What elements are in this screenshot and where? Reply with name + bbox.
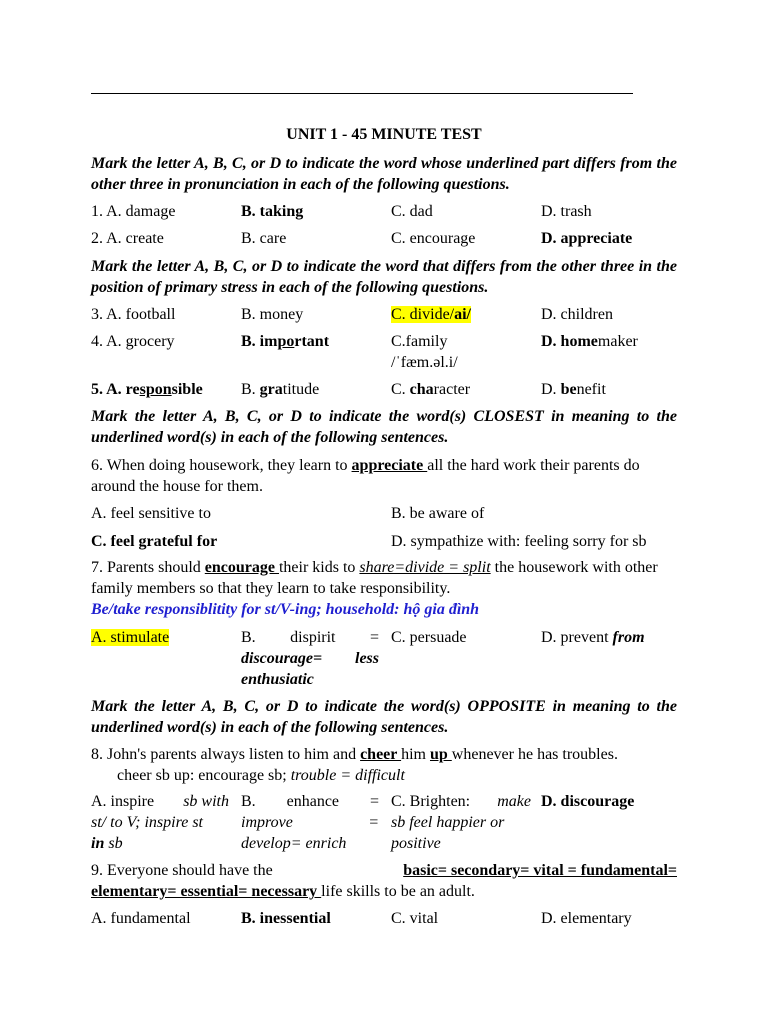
instruction-closest: Mark the letter A, B, C, or D to indicate the word(s) CLOSEST in meaning to the underlined word(s) in each of the following sentences.	[91, 408, 677, 446]
q8-option-a: A. inspire sb with st/ to V; inspire st in sb	[91, 793, 229, 852]
q5-option-c: C. character	[391, 381, 471, 398]
q7-option-c: C. persuade	[391, 629, 467, 646]
q4-option-d: D. homemaker	[541, 333, 638, 350]
instruction-pronunciation: Mark the letter A, B, C, or D to indicate the word whose underlined part differs from the other three in pronunciation in each of the following questions.	[91, 155, 677, 193]
q9-option-c: C. vital	[391, 910, 439, 927]
q3-option-c: C. divide/ai/	[391, 306, 471, 323]
q4-option-a: 4. A. grocery	[91, 333, 175, 350]
q5-option-d: D. benefit	[541, 381, 606, 398]
q6-option-c: C. feel grateful for	[91, 533, 218, 550]
q4-option-c: C.family /ˈfæm.əl.i/	[391, 333, 458, 371]
q8-note: cheer sb up: encourage sb; trouble = difficult	[117, 767, 405, 784]
q8-option-c: C. Brighten: make sb feel happier or positive	[391, 793, 531, 852]
q2-option-c: C. encourage	[391, 230, 476, 247]
q9-option-d: D. elementary	[541, 910, 632, 927]
question-6-stem: 6. When doing housework, they learn to appreciate all the hard work their parents do around the house for them.	[91, 457, 640, 495]
header-rule	[91, 93, 633, 94]
q1-option-d: D. trash	[541, 203, 592, 220]
q2-option-b: B. care	[241, 230, 287, 247]
q7-option-a: A. stimulate	[91, 629, 170, 646]
q7-keyword: encourage	[204, 559, 279, 576]
question-7-stem: 7. Parents should encourage their kids to share=divide = split the housework with other family members so that they learn to take responsibility. Be/take responsiblitity for st/V-ing; household: hộ gia đình	[91, 559, 658, 618]
q2-option-a: 2. A. create	[91, 230, 164, 247]
question-9-stem: 9. Everyone should have the basic= secondary= vital = fundamental= elementary= essential= necessary life skills to be an adult.	[91, 862, 677, 900]
q6-option-b: B. be aware of	[391, 505, 485, 522]
q7-option-b: B. dispirit = discourage= less enthusiatic	[241, 629, 379, 688]
q3-option-d: D. children	[541, 306, 613, 323]
q8-option-b: B. enhance = improve = develop= enrich	[241, 793, 379, 852]
q5-option-a: 5. A. responsible	[91, 381, 203, 398]
q6-option-d: D. sympathize with: feeling sorry for sb	[391, 533, 647, 550]
page-title: UNIT 1 - 45 MINUTE TEST	[286, 126, 482, 143]
q7-option-d: D. prevent from	[541, 629, 645, 646]
q9-option-b: B. inessential	[241, 910, 331, 927]
instruction-stress: Mark the letter A, B, C, or D to indicate the word that differs from the other three in the position of primary stress in each of the following questions.	[91, 258, 677, 296]
q6-keyword: appreciate	[351, 457, 428, 474]
q1-option-c: C. dad	[391, 203, 433, 220]
q6-option-a: A. feel sensitive to	[91, 505, 211, 522]
q3-option-b: B. money	[241, 306, 304, 323]
q5-option-b: B. gratitude	[241, 381, 320, 398]
q1-option-a: 1. A. damage	[91, 203, 176, 220]
q3-option-a: 3. A. football	[91, 306, 176, 323]
q8-option-d: D. discourage	[541, 793, 635, 810]
q2-option-d: D. appreciate	[541, 230, 633, 247]
instruction-opposite: Mark the letter A, B, C, or D to indicate the word(s) OPPOSITE in meaning to the underlined word(s) in each of the following sentences.	[91, 698, 677, 736]
q9-option-a: A. fundamental	[91, 910, 191, 927]
question-8-stem: 8. John's parents always listen to him and cheer him up whenever he has troubles. cheer sb up: encourage sb; trouble = difficult	[91, 746, 618, 784]
q4-option-b: B. important	[241, 333, 330, 350]
q1-option-b: B. taking	[241, 203, 304, 220]
q7-note: Be/take responsiblitity for st/V-ing; household: hộ gia đình	[91, 601, 480, 618]
